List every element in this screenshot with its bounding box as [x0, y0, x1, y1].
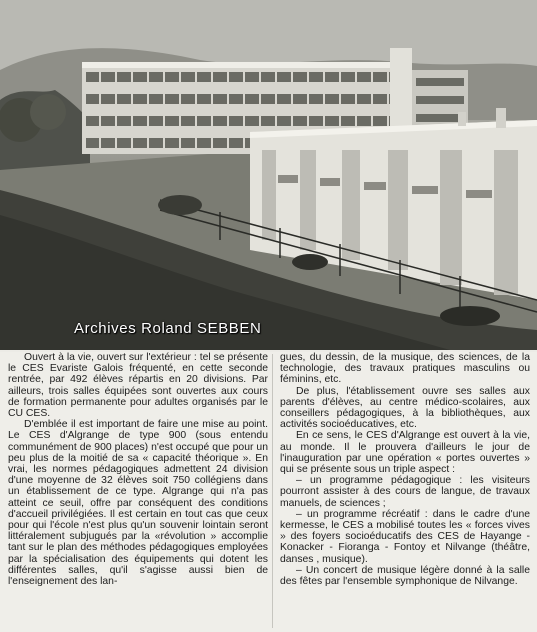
- paragraph-intro: Ouvert à la vie, ouvert sur l'extérieur : tel se présente le CES Evariste Galois fréquenté, en cette seconde rentrée, par 492 élèves répartis en 20 divisions. Par ailleurs, trois salles équipées sont ouvertes aux cours de formation permanente pour adultes organisés par le CU CES.: [8, 352, 268, 420]
- paragraph-subjects: gues, du dessin, de la musique, des sciences, de la technologie, des travaux pratiques masculins ou féminins, etc.: [280, 352, 530, 386]
- archive-credit-watermark: Archives Roland SEBBEN: [74, 320, 262, 337]
- paragraph-openness: De plus, l'établissement ouvre ses salles aux parents d'élèves, au centre médico-scolaires, aux conseillers pédagogiques, à la bibliothèques, aux activités socioéducatives, etc.: [280, 385, 530, 431]
- paragraph-pedagogic-program: – un programme pédagogique : les visiteurs pourront assister à des cours de langue, de travaux manuels, de sciences ;: [280, 475, 530, 509]
- article-body: [0, 352, 537, 632]
- article-column-left: [8, 352, 268, 587]
- paragraph-capacity: D'emblée il est important de faire une mise au point. Le CES d'Algrange de type 900 (sous entendu communément de 900 places) n'est occupé que pour un peu plus de la moitié de sa « capacité théorique ». En vrai, les normes pédagogiques admettent 24 division d'une moyenne de 32 élèves soit 750 collégiens dans un établissement de ce type. Algrange qui n'a pas atteint ce seuil, offre par conséquent des conditions d'accueil privilégiées. Il est certain en tout cas que ceux pour qui l'école n'est plus qu'un souvenir lointain seront littéralement subjugués par la «révolution » accomplie tant sur le plan des méthodes pédagogiques employées par la spécialisation des équipements qui dotent les différentes salles, qu'il s'agisse aussi bien de l'enseignement des lan-: [8, 419, 268, 588]
- article-column-right: [280, 352, 530, 587]
- paragraph-recreational-program: – un programme récréatif : dans le cadre d'une kermesse, le CES a mobilisé toutes les « forces vives » des foyers socioéducatifs des CES de Hayange - Konacker - Fioranga - Fontoy et Nilvange (théâtre, danses , musique).: [280, 508, 530, 565]
- paragraph-concert: – Un concert de musique légère donné à la salle des fêtes par l'ensemble symphonique de Nilvange.: [280, 564, 530, 588]
- paragraph-open-day: En ce sens, le CES d'Algrange est ouvert à la vie, au monde. Il le prouvera d'ailleurs le jour de l'inauguration par une opération « portes ouvertes » qui se présente sous un triple aspect :: [280, 430, 530, 476]
- column-divider: [272, 354, 273, 628]
